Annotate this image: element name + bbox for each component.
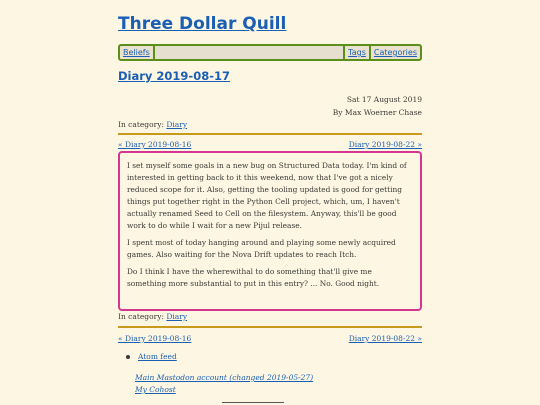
feed-list-item bbox=[126, 352, 177, 361]
next-post-link[interactable]: Diary 2019-08-22 » bbox=[348, 334, 422, 343]
navbar bbox=[118, 44, 422, 61]
post-navigation-top bbox=[118, 140, 422, 149]
nav-categories-link[interactable]: Categories bbox=[369, 46, 420, 59]
post-author: By Max Woerner Chase bbox=[332, 108, 422, 117]
category-label: In category: bbox=[118, 312, 164, 321]
prev-post-link[interactable]: « Diary 2019-08-16 bbox=[118, 140, 192, 149]
post-category-bottom bbox=[118, 312, 187, 321]
prev-post-link[interactable]: « Diary 2019-08-16 bbox=[118, 334, 192, 343]
post-paragraph: I spent most of today hanging around and playing some newly acquired games. Also waiting for the Nova Drift updates to reach Itch. bbox=[127, 238, 396, 259]
post-paragraph: I set myself some goals in a new bug on Structured Data today. I'm kind of interested in getting back to it this weekend, now that I've got a nicely reduced scope for it. Also, getting the tooling updated is good for getting things put together right in the Python Cell project, which, um, I haven't actually renamed Seed to Cell on the filesystem. Anyway, this'll be good work to do while I wait for a new Pijul release. bbox=[127, 161, 407, 230]
post-category-top bbox=[118, 120, 187, 129]
category-link[interactable]: Diary bbox=[166, 312, 188, 321]
post-paragraph: Do I think I have the wherewithal to do something that'll give me something more substantial to put in this entry? ... No. Good night. bbox=[127, 267, 380, 288]
category-link[interactable]: Diary bbox=[166, 120, 188, 129]
next-post-link[interactable]: Diary 2019-08-22 » bbox=[348, 140, 422, 149]
atom-feed-link[interactable]: Atom feed bbox=[138, 352, 177, 361]
post-title-link[interactable]: Diary 2019-08-17 bbox=[118, 69, 230, 83]
nav-tags-link[interactable]: Tags bbox=[343, 46, 369, 59]
site-title-link[interactable]: Three Dollar Quill bbox=[118, 14, 287, 34]
post-navigation-bottom bbox=[118, 334, 422, 343]
mastodon-link[interactable]: Main Mastodon account (changed 2019-05-27) bbox=[135, 373, 314, 382]
nav-spacer bbox=[155, 46, 343, 59]
divider-bottom bbox=[118, 326, 422, 328]
post-content bbox=[118, 151, 422, 311]
cohost-link[interactable]: My Cohost bbox=[135, 385, 176, 394]
category-label: In category: bbox=[118, 120, 164, 129]
divider-top bbox=[118, 133, 422, 135]
bullet-icon bbox=[126, 355, 130, 359]
truncated-footer-element bbox=[222, 402, 284, 404]
post-date: Sat 17 August 2019 bbox=[346, 95, 422, 104]
nav-beliefs-link[interactable]: Beliefs bbox=[120, 46, 155, 59]
